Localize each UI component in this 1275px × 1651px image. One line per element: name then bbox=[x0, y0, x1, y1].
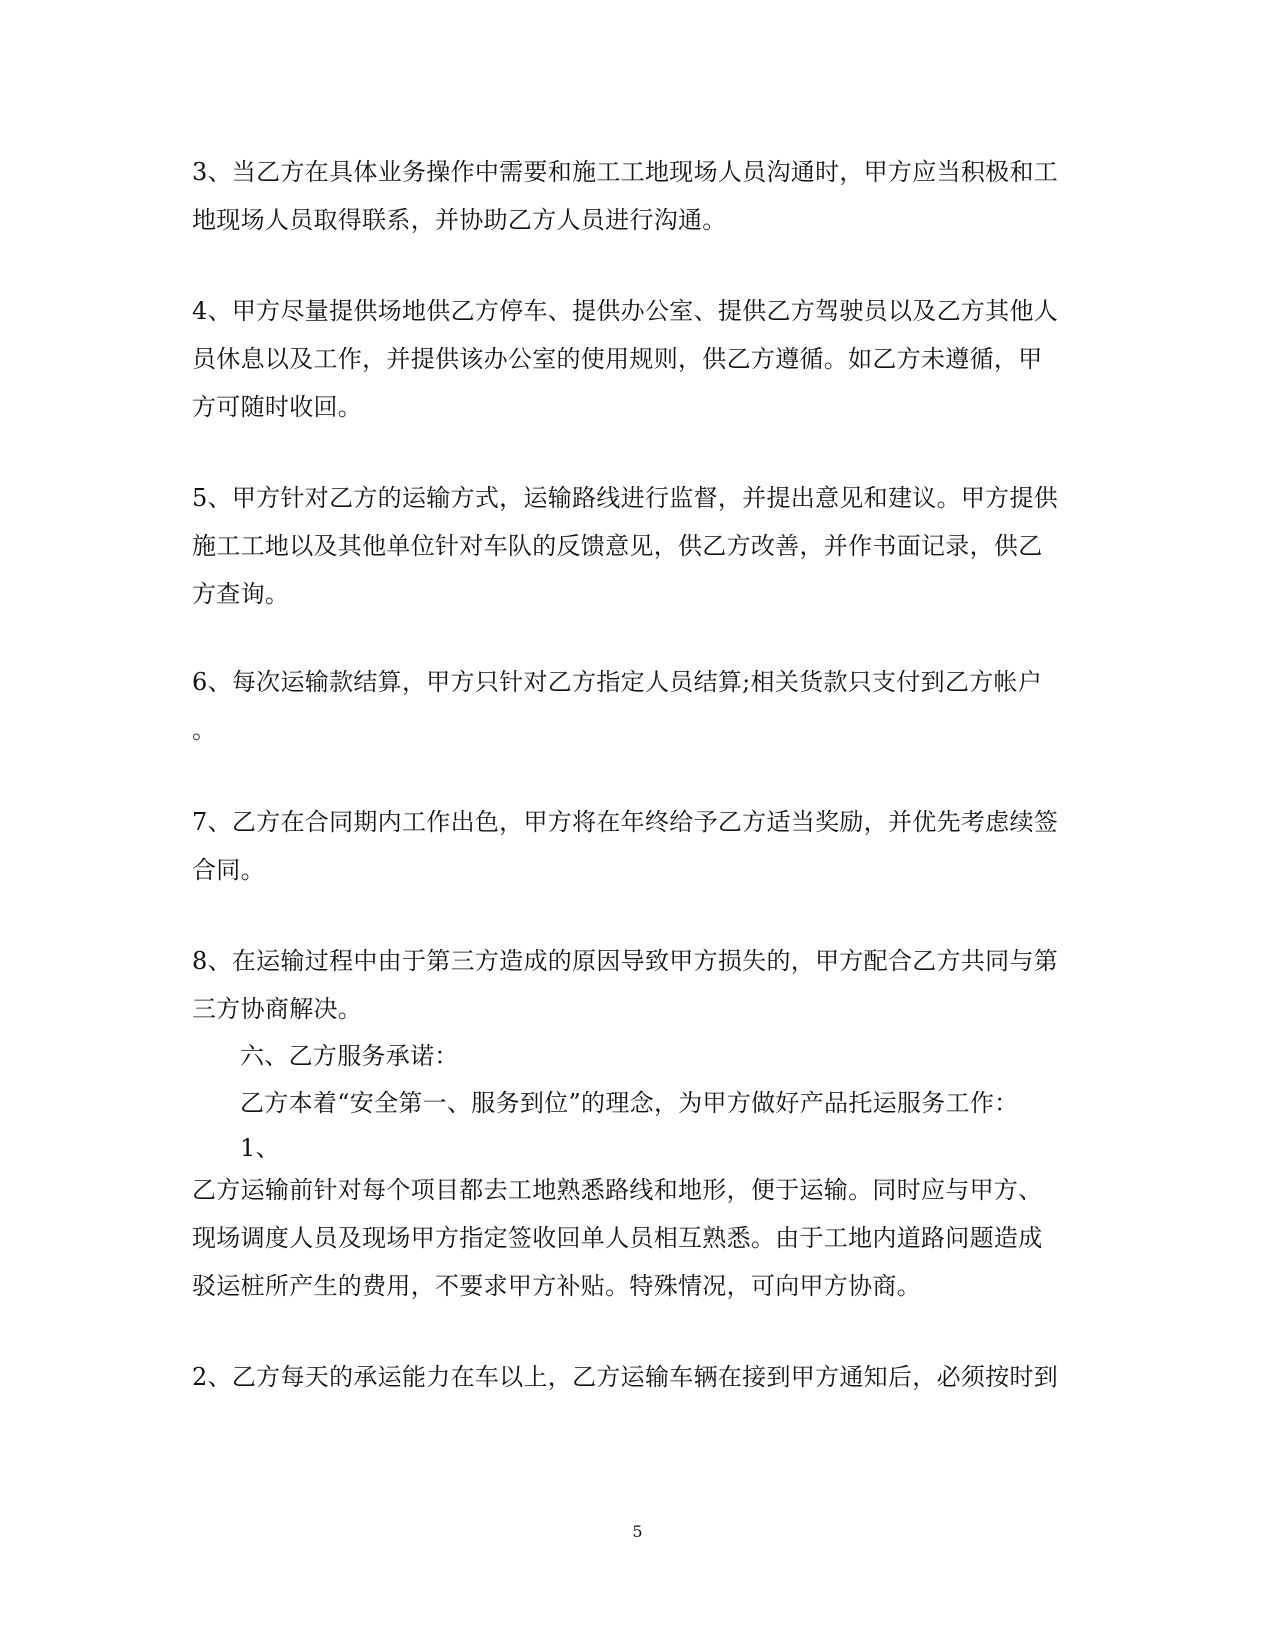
paragraph-line: 地现场人员取得联系，并协助乙方人员进行沟通。 bbox=[192, 206, 727, 234]
paragraph-line: 7、乙方在合同期内工作出色，甲方将在年终给予乙方适当奖励，并优先考虑续签 bbox=[192, 808, 1059, 836]
paragraph-line: 4、甲方尽量提供场地供乙方停车、提供办公室、提供乙方驾驶员以及乙方其他人 bbox=[192, 297, 1059, 325]
item-1-number bbox=[240, 1124, 1130, 1172]
paragraph-line: 三方协商解决。 bbox=[192, 995, 363, 1023]
item-2 bbox=[192, 1353, 1082, 1401]
paragraph-line: 乙方运输前针对每个项目都去工地熟悉路线和地形，便于运输。同时应与甲方、 bbox=[192, 1176, 1043, 1204]
service-intro bbox=[240, 1079, 1130, 1127]
paragraph-3 bbox=[192, 148, 1082, 244]
paragraph-line: 。 bbox=[192, 716, 217, 744]
paragraph-line: 驳运桩所产生的费用，不要求甲方补贴。特殊情况，可向甲方协商。 bbox=[192, 1272, 921, 1300]
paragraph-4 bbox=[192, 287, 1082, 431]
paragraph-line: 施工工地以及其他单位针对车队的反馈意见，供乙方改善，并作书面记录，供乙 bbox=[192, 532, 1043, 560]
paragraph-line: 6、每次运输款结算，甲方只针对乙方指定人员结算;相关货款只支付到乙方帐户 bbox=[192, 668, 1043, 696]
paragraph-line: 乙方本着“安全第一、服务到位”的理念，为甲方做好产品托运服务工作： bbox=[240, 1089, 1019, 1117]
paragraph-6 bbox=[192, 658, 1082, 754]
paragraph-line: 3、当乙方在具体业务操作中需要和施工工地现场人员沟通时，甲方应当积极和工 bbox=[192, 158, 1059, 186]
paragraph-line: 5、甲方针对乙方的运输方式，运输路线进行监督，并提出意见和建议。甲方提供 bbox=[192, 484, 1059, 512]
paragraph-7 bbox=[192, 798, 1082, 894]
section-heading-text: 六、乙方服务承诺： bbox=[240, 1042, 459, 1070]
paragraph-line: 2、乙方每天的承运能力在车以上，乙方运输车辆在接到甲方通知后，必须按时到 bbox=[192, 1363, 1059, 1391]
paragraph-line: 合同。 bbox=[192, 856, 265, 884]
item-1-body bbox=[192, 1166, 1082, 1310]
item-number: 1、 bbox=[240, 1134, 280, 1162]
paragraph-line: 方查询。 bbox=[192, 580, 290, 608]
paragraph-8 bbox=[192, 937, 1082, 1033]
paragraph-line: 员休息以及工作，并提供该办公室的使用规则，供乙方遵循。如乙方未遵循，甲 bbox=[192, 345, 1043, 373]
section-heading bbox=[240, 1032, 1130, 1080]
paragraph-line: 8、在运输过程中由于第三方造成的原因导致甲方损失的，甲方配合乙方共同与第 bbox=[192, 947, 1059, 975]
paragraph-5 bbox=[192, 474, 1082, 618]
page-number: 5 bbox=[632, 1522, 643, 1541]
paragraph-line: 方可随时收回。 bbox=[192, 393, 363, 421]
paragraph-line: 现场调度人员及现场甲方指定签收回单人员相互熟悉。由于工地内道路问题造成 bbox=[192, 1224, 1043, 1252]
